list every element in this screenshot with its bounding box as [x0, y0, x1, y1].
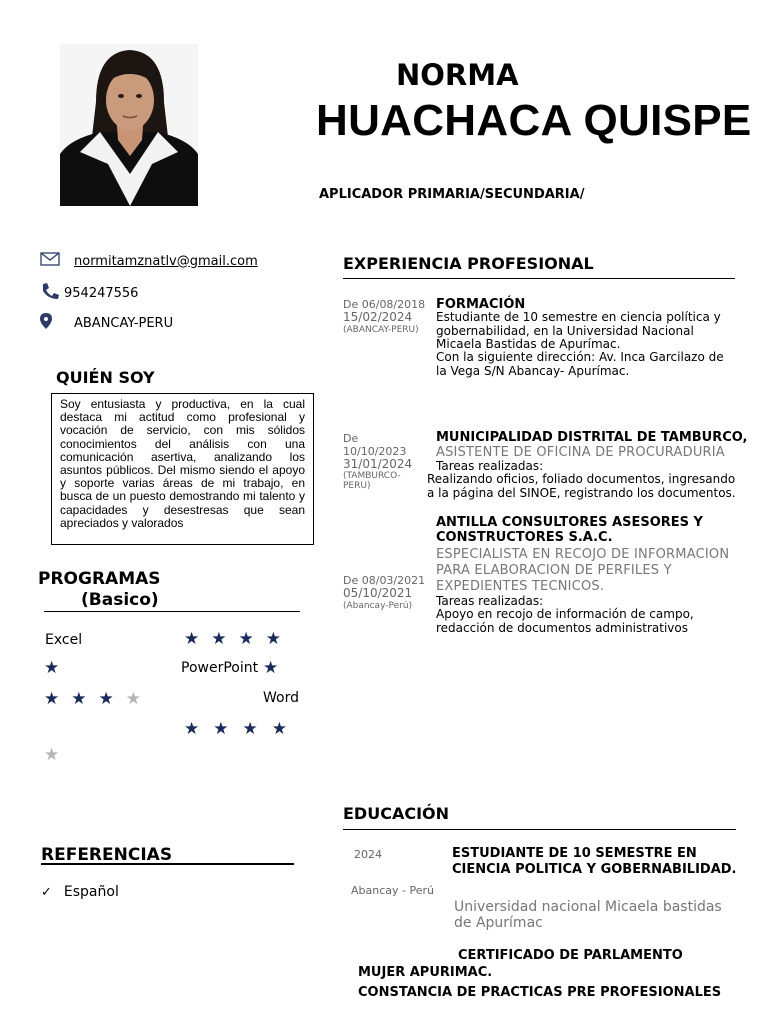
certificate-item: CERTIFICADO DE PARLAMENTO MUJER APURIMAC.	[358, 948, 683, 980]
education-heading: EDUCACIÓN	[343, 804, 450, 823]
location-pin-icon	[40, 313, 52, 333]
date-from: De 08/03/2021	[343, 574, 426, 587]
education-title: ESTUDIANTE DE 10 SEMESTRE EN CIENCIA POLITICA Y GOBERNABILIDAD.	[452, 846, 737, 877]
powerpoint-rating	[44, 690, 141, 709]
star-icon: ★	[211, 629, 227, 648]
email-link[interactable]: normitamznatlv@gmail.com	[74, 253, 258, 269]
date-place: (ABANCAY-PERU)	[343, 325, 419, 335]
job-role: APLICADOR PRIMARIA/SECUNDARIA/	[319, 187, 585, 202]
star-icon: ★	[44, 658, 60, 677]
envelope-icon	[40, 252, 60, 270]
word-rating	[184, 720, 287, 739]
experience-heading: EXPERIENCIA PROFESIONAL	[343, 254, 594, 273]
experience-dates	[343, 574, 435, 613]
references-divider	[41, 863, 294, 865]
programs-subheading: (Basico)	[81, 590, 159, 610]
education-year: 2024	[354, 848, 382, 861]
excel-rating	[184, 630, 281, 649]
star-icon: ★	[271, 719, 287, 738]
program-label-word: Word	[263, 690, 299, 706]
experience-title: FORMACIÓN	[436, 297, 526, 312]
first-name: NORMA	[396, 58, 519, 92]
experience-dates	[343, 432, 425, 491]
date-from: De 10/10/2023	[343, 432, 407, 458]
programs-divider	[44, 611, 300, 612]
education-divider	[343, 829, 736, 830]
last-name: HUACHACA QUISPE	[316, 96, 752, 145]
program-label-powerpoint: PowerPoint	[181, 660, 259, 676]
tasks-label: Tareas realizadas:	[436, 594, 544, 608]
star-icon: ★	[184, 629, 200, 648]
star-icon: ★	[242, 719, 258, 738]
experience-dates	[343, 298, 435, 337]
tasks-text: Apoyo en recojo de información de campo, redacción de documentos administrativos	[436, 607, 694, 635]
tasks-label: Tareas realizadas:	[436, 459, 544, 473]
star-icon: ★	[238, 629, 254, 648]
language-label: Español	[63, 884, 119, 900]
location-text: ABANCAY-PERU	[74, 315, 174, 331]
programs-heading: PROGRAMAS	[38, 569, 161, 589]
star-icon: ★	[265, 629, 281, 648]
date-from: De 06/08/2018	[343, 298, 426, 311]
tasks-text: Realizando oficios, foliado documentos, ingresando a la página del SINOE, registrando los documentos.	[427, 472, 736, 500]
phone-number: 954247556	[64, 285, 139, 301]
star-icon: ★	[44, 689, 60, 708]
date-to: 31/01/2024	[343, 457, 413, 471]
date-to: 15/02/2024	[343, 310, 413, 324]
experience-description: Estudiante de 10 semestre en ciencia política y gobernabilidad, en la Universidad Nacional Micaela Bastidas de Apurímac.	[436, 310, 721, 351]
experience-title: MUNICIPALIDAD DISTRITAL DE TAMBURCO,	[436, 430, 748, 445]
star-icon: ★	[263, 658, 279, 677]
education-university: Universidad nacional Micaela bastidas de Apurímac	[454, 899, 722, 931]
experience-address: Con la siguiente dirección: Av. Inca Garcilazo de la Vega S/N Abancay- Apurímac.	[436, 350, 724, 378]
star-icon: ★	[184, 719, 200, 738]
star-empty-icon: ★	[44, 745, 60, 764]
date-place: (TAMBURCO-PERU)	[343, 471, 401, 491]
contact-email-row	[40, 252, 258, 270]
date-place: (Abancay-Perú)	[343, 601, 413, 611]
program-label-excel: Excel	[45, 632, 83, 648]
about-heading: QUIÉN SOY	[56, 368, 155, 387]
language-item	[41, 884, 119, 900]
star-empty-icon: ★	[125, 689, 141, 708]
contact-location-row	[40, 313, 173, 333]
check-icon: ✓	[41, 884, 52, 900]
experience-divider	[343, 278, 735, 279]
profile-photo	[60, 44, 198, 206]
experience-subtitle: ASISTENTE DE OFICINA DE PROCURADURIA	[436, 445, 725, 460]
date-to: 05/10/2021	[343, 586, 413, 600]
education-place: Abancay - Perú	[351, 884, 434, 897]
star-icon: ★	[71, 689, 87, 708]
references-heading: REFERENCIAS	[41, 845, 173, 865]
phone-icon	[40, 282, 60, 304]
contact-phone-row	[40, 282, 138, 304]
star-icon: ★	[98, 689, 114, 708]
experience-title: ANTILLA CONSULTORES ASESORES Y CONSTRUCTORES S.A.C.	[436, 515, 703, 545]
experience-subtitle: ESPECIALISTA EN RECOJO DE INFORMACION PARA ELABORACION DE PERFILES Y EXPEDIENTES TECNICOS.	[436, 547, 730, 594]
certificate-item: CONSTANCIA DE PRACTICAS PRE PROFESIONALES	[358, 985, 722, 1000]
about-box	[51, 393, 314, 545]
star-icon: ★	[213, 719, 229, 738]
about-text: Soy entusiasta y productiva, en la cual destaca mi actitud como profesional y vocación de servicio, con mis sólidos conocimientos del análisis con una comunicación asertiva, analizando los asuntos públicos. Del mismo siendo el apoyo y soporte varias áreas de mi trabajo, en busca de un puesto demostrando mi talento y capacidades y desestresas que sean apreciados y valorados	[60, 397, 305, 530]
